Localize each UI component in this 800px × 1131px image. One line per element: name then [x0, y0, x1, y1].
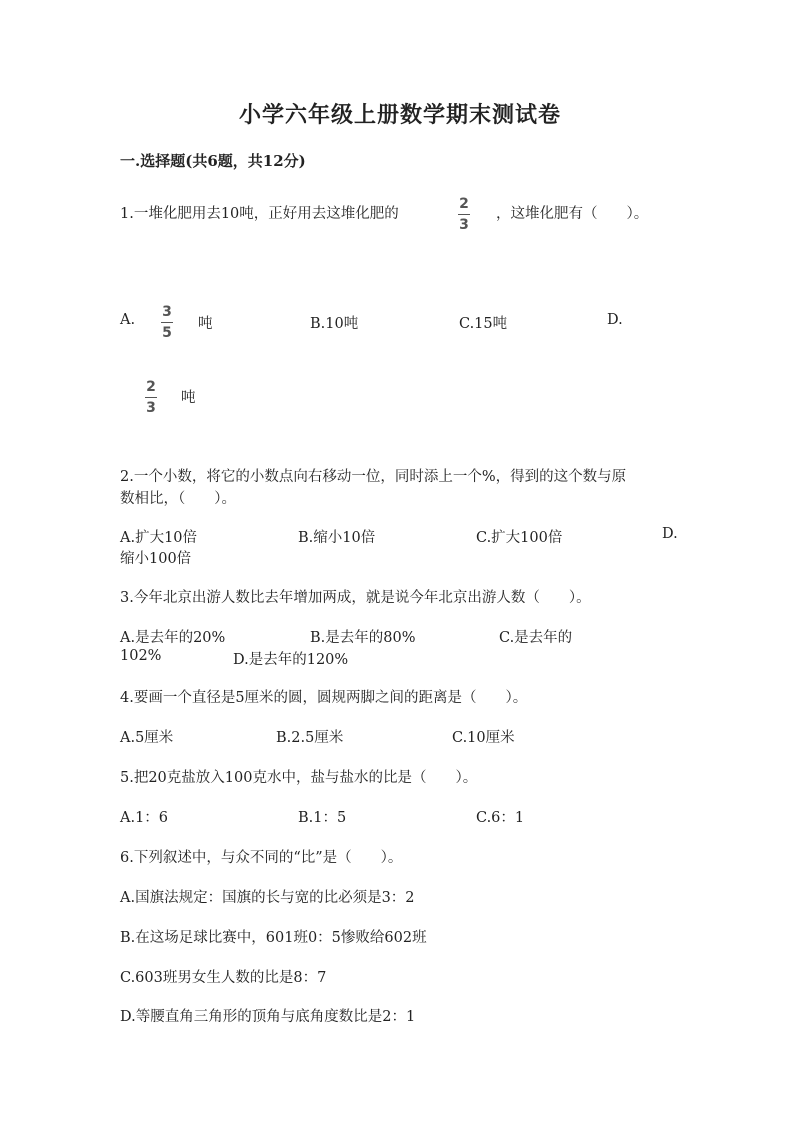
q2-option-d-text: 缩小100倍: [120, 551, 192, 567]
q1-option-d-numerator: 2: [146, 379, 156, 395]
q4-option-c: C.10厘米: [452, 730, 515, 746]
q5-option-c: C.6：1: [476, 810, 525, 826]
q5-option-a: A.1：6: [120, 810, 169, 826]
q1-option-b: B.10吨: [310, 316, 359, 332]
q2-stem-line1: 2.一个小数，将它的小数点向右移动一位，同时添上一个%，得到的这个数与原: [120, 469, 627, 485]
section-heading: 一.选择题(共6题，共12分): [120, 152, 306, 170]
q3-option-d: D.是去年的120%: [233, 652, 349, 668]
q3-option-c-part2: 102%: [120, 648, 162, 664]
q2-option-a: A.扩大10倍: [120, 530, 198, 546]
q1-option-d-unit: 吨: [181, 390, 196, 406]
q1-option-a-denominator: 5: [162, 325, 172, 341]
q1-stem-fraction-denominator: 3: [459, 217, 469, 233]
q3-option-c-part1: C.是去年的: [499, 630, 573, 646]
q6-option-c: C.603班男女生人数的比是8：7: [120, 970, 327, 986]
fraction-bar: [458, 214, 470, 215]
q5-option-b: B.1：5: [298, 810, 347, 826]
q1-stem-part2: ，这堆化肥有（ ）。: [496, 206, 649, 222]
q1-option-d-label: D.: [607, 312, 623, 328]
q1-option-a-unit: 吨: [198, 316, 213, 332]
q1-stem-part1: 1.一堆化肥用去10吨，正好用去这堆化肥的: [120, 206, 399, 222]
q2-option-d-label: D.: [662, 526, 678, 542]
q5-stem: 5.把20克盐放入100克水中，盐与盐水的比是（ ）。: [120, 770, 478, 786]
q4-option-a: A.5厘米: [120, 730, 174, 746]
q1-stem-fraction: [458, 196, 470, 233]
q6-option-a: A.国旗法规定：国旗的长与宽的比必须是3：2: [120, 890, 415, 906]
q2-option-b: B.缩小10倍: [298, 530, 376, 546]
q1-option-a-label: A.: [120, 312, 136, 328]
q2-stem-line2: 数相比，（ ）。: [120, 491, 236, 507]
q4-stem: 4.要画一个直径是5厘米的圆，圆规两脚之间的距离是（ ）。: [120, 690, 528, 706]
q6-option-d: D.等腰直角三角形的顶角与底角度数比是2：1: [120, 1009, 416, 1025]
q6-option-b: B.在这场足球比赛中，601班0：5惨败给602班: [120, 930, 427, 946]
q4-option-b: B.2.5厘米: [276, 730, 344, 746]
fraction-bar: [161, 322, 173, 323]
q1-stem-fraction-numerator: 2: [459, 196, 469, 212]
q1-option-d-fraction: [145, 379, 157, 416]
q6-stem: 6.下列叙述中，与众不同的“比”是（ ）。: [120, 850, 403, 866]
page-title: 小学六年级上册数学期末测试卷: [238, 102, 561, 128]
q3-option-a: A.是去年的20%: [120, 630, 226, 646]
q1-option-d-denominator: 3: [146, 400, 156, 416]
q3-option-b: B.是去年的80%: [310, 630, 416, 646]
q2-option-c: C.扩大100倍: [476, 530, 563, 546]
q3-stem: 3.今年北京出游人数比去年增加两成，就是说今年北京出游人数（ ）。: [120, 590, 591, 606]
q1-option-a-numerator: 3: [162, 304, 172, 320]
q1-option-a-fraction: [161, 304, 173, 341]
fraction-bar: [145, 397, 157, 398]
q1-option-c: C.15吨: [459, 316, 508, 332]
